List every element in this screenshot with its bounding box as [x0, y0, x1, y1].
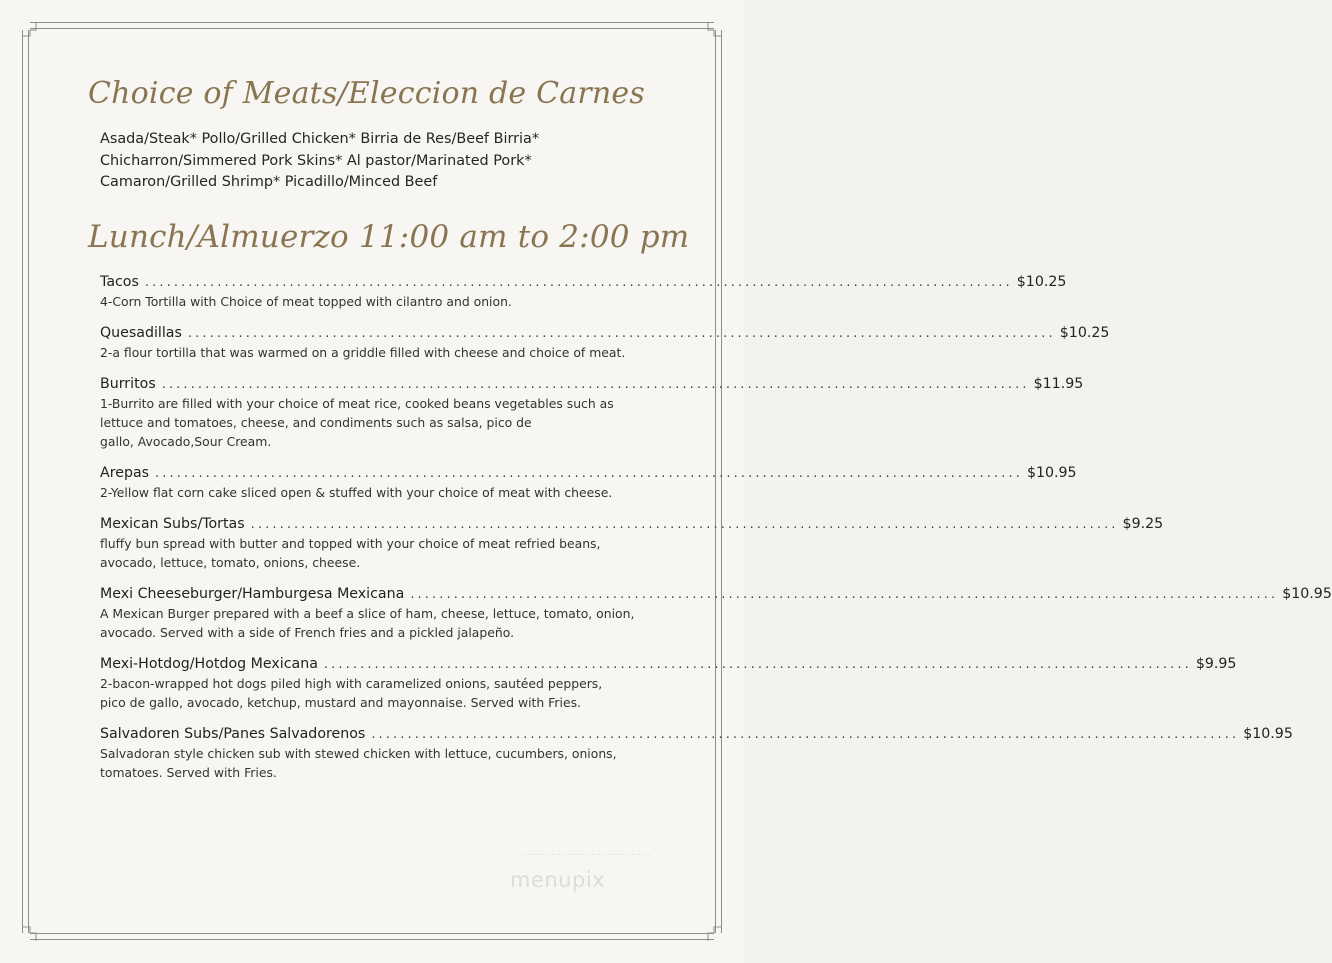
menu-item — [100, 725, 1293, 782]
menu-item-description: 2-a flour tortilla that was warmed on a griddle filled with cheese and choice of meat. — [100, 345, 626, 360]
menu-item-price: $9.95 — [1195, 656, 1237, 672]
menu-item-header — [100, 324, 1110, 343]
menu-item-price: $10.95 — [1026, 465, 1077, 481]
watermark-divider — [522, 854, 650, 855]
dot-leader: ........................................................................................................................ — [144, 275, 1013, 290]
menu-item — [100, 585, 1332, 642]
menu-item-description: Salvadoran style chicken sub with stewed chicken with lettuce, cucumbers, onions, — [100, 746, 617, 761]
menu-item-header — [100, 725, 1293, 744]
menu-item-description: fluffy bun spread with butter and topped with your choice of meat refried beans, — [100, 536, 601, 551]
menu-item-price: $11.95 — [1033, 376, 1084, 392]
menu-item-description: 2-Yellow flat corn cake sliced open & stuffed with your choice of meat with cheese. — [100, 485, 613, 500]
meats-list — [100, 129, 660, 194]
dot-leader: ........................................................................................................................ — [250, 517, 1119, 532]
menu-item — [100, 375, 1084, 451]
dot-leader: ........................................................................................................................ — [323, 657, 1192, 672]
menu-item-description: 2-bacon-wrapped hot dogs piled high with caramelized onions, sautéed peppers, — [100, 676, 603, 691]
menu-item-description: gallo, Avocado,Sour Cream. — [100, 434, 272, 449]
menu-item-description: avocado, lettuce, tomato, onions, cheese. — [100, 555, 361, 570]
menu-item-header — [100, 585, 1332, 604]
menu-item-header — [100, 273, 1067, 292]
menu-item-description: lettuce and tomatoes, cheese, and condiments such as salsa, pico de — [100, 415, 532, 430]
lunch-menu-list — [100, 273, 1332, 782]
menu-item-name: Burritos — [100, 376, 156, 392]
menu-item-description: pico de gallo, avocado, ketchup, mustard and mayonnaise. Served with Fries. — [100, 695, 581, 710]
menu-item-description: avocado. Served with a side of French fries and a pickled jalapeño. — [100, 625, 515, 640]
menu-item — [100, 655, 1237, 712]
menu-item-header — [100, 375, 1084, 394]
menu-item-description: 4-Corn Tortilla with Choice of meat topped with cilantro and onion. — [100, 294, 512, 309]
menu-item-name: Mexican Subs/Tortas — [100, 516, 245, 532]
menu-item — [100, 464, 1077, 502]
menu-item-price: $9.25 — [1122, 516, 1164, 532]
menu-item-name: Mexi Cheeseburger/Hamburgesa Mexicana — [100, 586, 405, 602]
menu-item-name: Arepas — [100, 465, 150, 481]
meats-line: Asada/Steak* Pollo/Grilled Chicken* Birria de Res/Beef Birria* — [100, 131, 540, 147]
menu-item-header — [100, 655, 1237, 674]
menu-item-description: tomatoes. Served with Fries. — [100, 765, 277, 780]
menu-item-price: $10.25 — [1016, 274, 1067, 290]
menu-item-header — [100, 464, 1077, 483]
lunch-section-title: Lunch/Almuerzo 11:00 am to 2:00 pm — [88, 219, 690, 255]
menu-item — [100, 324, 1110, 362]
dot-leader: ........................................................................................................................ — [155, 466, 1023, 481]
dot-leader: ........................................................................................................................ — [187, 326, 1056, 341]
meats-line: Chicharron/Simmered Pork Skins* Al pastor/Marinated Pork* — [100, 152, 532, 169]
watermark-logo: menupix — [510, 868, 606, 892]
menu-item-price: $10.95 — [1243, 726, 1293, 742]
dot-leader: ........................................................................................................................ — [161, 377, 1030, 392]
meats-line: Camaron/Grilled Shrimp* Picadillo/Minced Beef — [100, 174, 438, 190]
meats-section-title: Choice of Meats/Eleccion de Carnes — [88, 76, 645, 111]
menu-item-description: A Mexican Burger prepared with a beef a slice of ham, cheese, lettuce, tomato, onion, — [100, 606, 635, 621]
menu-item-name: Salvadoren Subs/Panes Salvadorenos — [100, 726, 366, 742]
menu-item-name: Mexi-Hotdog/Hotdog Mexicana — [100, 656, 318, 672]
menu-item-description: 1-Burrito are filled with your choice of meat rice, cooked beans vegetables such as — [100, 396, 614, 411]
menu-item-name: Tacos — [100, 274, 139, 290]
menu-item-header — [100, 515, 1164, 534]
menu-item — [100, 515, 1164, 572]
menu-item-price: $10.95 — [1282, 586, 1332, 602]
menu-item-name: Quesadillas — [100, 325, 182, 341]
menu-item-price: $10.25 — [1059, 325, 1110, 341]
menu-item — [100, 273, 1067, 311]
dot-leader: ........................................................................................................................ — [371, 727, 1240, 742]
dot-leader: ........................................................................................................................ — [410, 587, 1279, 602]
